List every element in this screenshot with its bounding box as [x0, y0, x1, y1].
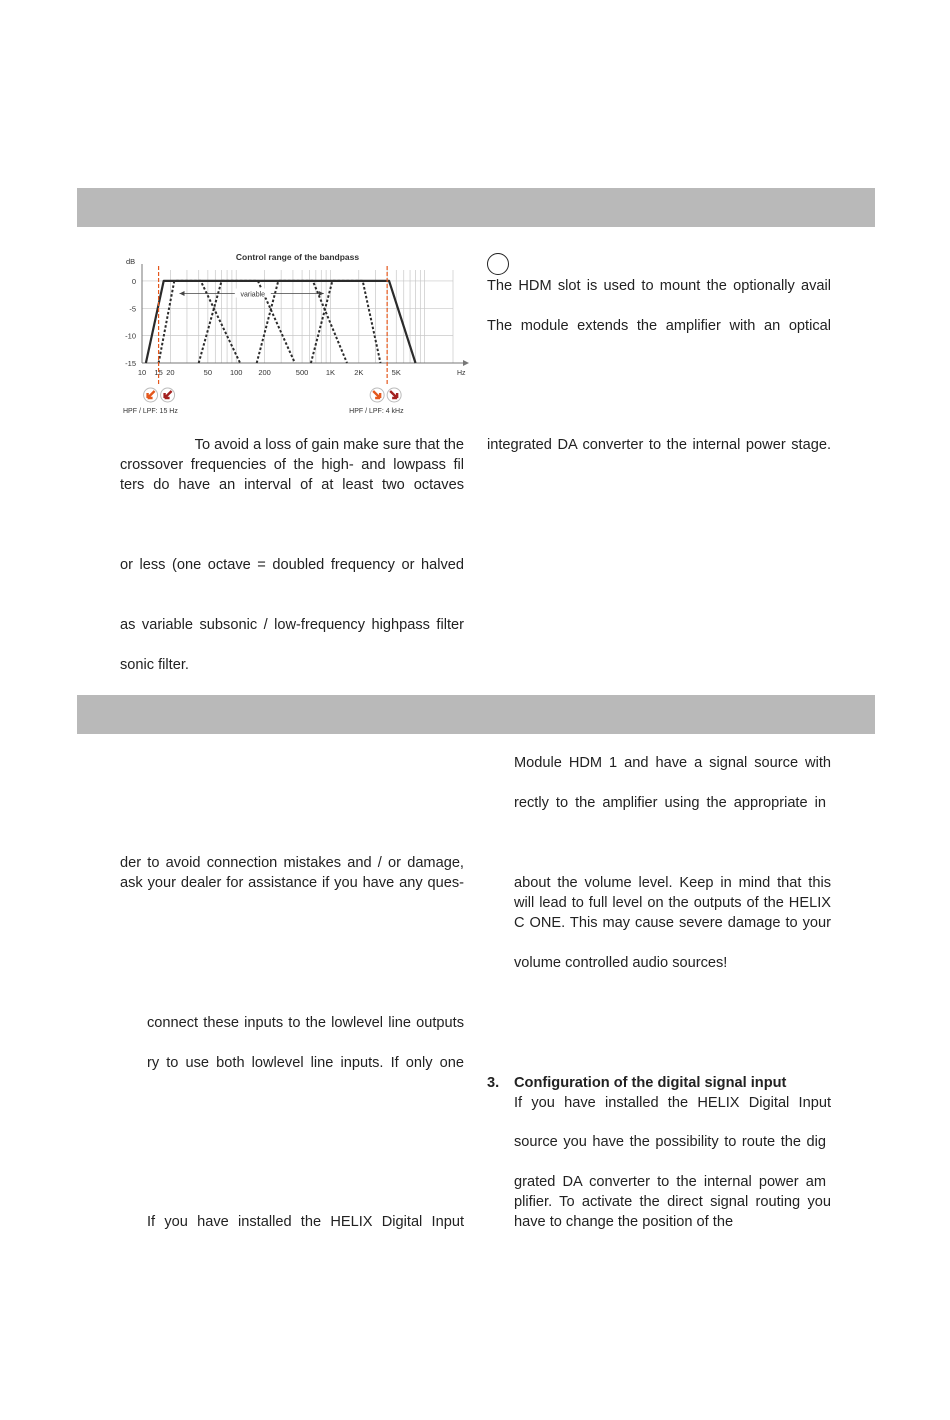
x-tick-label: 1K	[325, 368, 336, 377]
right-text-line: The module extends the amplifier with an optical	[487, 318, 831, 334]
y-tick-label: -15	[125, 359, 136, 368]
circle-marker	[487, 253, 509, 275]
left-text-line: ters do have an interval of at least two octaves	[120, 477, 464, 493]
section-heading: Configuration of the digital signal input	[514, 1075, 787, 1091]
section2-left-line: If you have installed the HELIX Digital Input	[147, 1214, 464, 1230]
section2-left-line: connect these inputs to the lowlevel line outputs	[147, 1015, 464, 1031]
marker-label: HPF / LPF: 4 kHz	[349, 408, 404, 415]
x-tick-label: 100	[229, 368, 243, 377]
section2-right-line: rectly to the amplifier using the appropriate in	[514, 795, 826, 811]
section2-right-line: grated DA converter to the internal power am	[514, 1174, 826, 1190]
x-tick-label: 5K	[391, 368, 401, 377]
section2-left-line: ry to use both lowlevel line inputs. If only one	[147, 1055, 464, 1071]
y-tick-label: -10	[125, 331, 136, 341]
x-tick-label: 50	[203, 368, 213, 377]
section-header-bar	[77, 188, 875, 227]
section2-left-line: der to avoid connection mistakes and / or damage,	[120, 855, 464, 871]
chart-title: Control range of the bandpass	[235, 252, 360, 262]
section2-right-line: plifier. To activate the direct signal routing you	[514, 1194, 831, 1210]
section2-right-line: If you have installed the HELIX Digital Input	[514, 1095, 831, 1111]
left-text-line: as variable subsonic / low-frequency highpass filter	[120, 617, 464, 633]
section2-right-line: source you have the possibility to route the dig	[514, 1134, 826, 1150]
marker-label: HPF / LPF: 15 Hz	[123, 408, 178, 415]
right-text-line: integrated DA converter to the internal power stage.	[487, 437, 831, 453]
section2-right-line: volume controlled audio sources!	[514, 955, 728, 971]
y-tick-label: -5	[129, 304, 136, 314]
section2-right-line: about the volume level. Keep in mind that this	[514, 875, 831, 891]
x-tick-label: 500	[295, 368, 309, 377]
left-text-line: or less (one octave = doubled frequency or halved	[120, 557, 464, 573]
x-tick-label: 200	[258, 368, 271, 377]
bandpass-chart	[115, 248, 475, 418]
x-tick-label: 20	[166, 368, 175, 377]
section-header-bar	[77, 695, 875, 734]
left-text-line: sonic filter.	[120, 657, 189, 673]
x-axis-label: Hz	[457, 370, 466, 377]
section2-right-line: will lead to full level on the outputs of the HELIX	[514, 895, 831, 911]
left-text-line: crossover frequencies of the high- and lowpass fil	[120, 457, 464, 473]
x-axis-arrow	[463, 360, 469, 366]
section2-right-line: C ONE. This may cause severe damage to your	[514, 915, 831, 931]
y-tick-label: 0	[131, 276, 136, 286]
variable-label: variable	[240, 291, 266, 299]
y-axis-label: dB	[126, 257, 136, 266]
variable-arrow-left	[179, 291, 184, 296]
section2-left-line: ask your dealer for assistance if you have any ques-	[120, 875, 464, 891]
x-tick-label: 2K	[354, 368, 364, 377]
left-text-line: To avoid a loss of gain make sure that the	[194, 437, 464, 453]
section2-right-line: have to change the position of the	[514, 1214, 734, 1230]
section-number: 3.	[487, 1075, 500, 1091]
x-tick-label: 10	[137, 368, 147, 377]
right-text-line: The HDM slot is used to mount the optionally avail	[487, 278, 831, 294]
bandpass-chart-svg	[115, 248, 475, 418]
x-tick-label: 15	[154, 368, 163, 377]
section2-right-line: Module HDM 1 and have a signal source with	[514, 755, 831, 771]
